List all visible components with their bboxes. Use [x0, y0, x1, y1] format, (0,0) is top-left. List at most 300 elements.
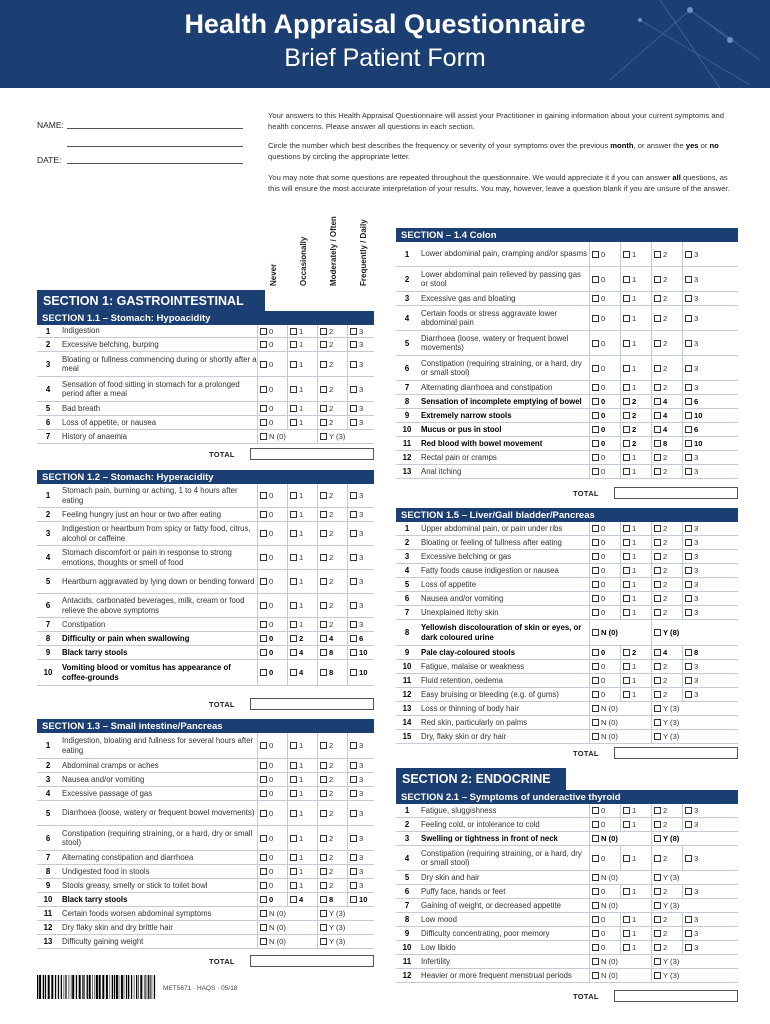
checkbox-icon[interactable]	[654, 930, 661, 937]
checkbox-icon[interactable]	[320, 621, 327, 628]
checkbox-icon[interactable]	[685, 295, 692, 302]
answer-option[interactable]	[682, 331, 713, 355]
answer-option[interactable]	[651, 688, 682, 701]
answer-option[interactable]	[620, 913, 651, 926]
answer-option[interactable]	[589, 620, 651, 645]
checkbox-icon[interactable]	[685, 276, 692, 283]
checkbox-icon[interactable]	[320, 742, 327, 749]
answer-option[interactable]	[317, 430, 377, 443]
checkbox-icon[interactable]	[654, 677, 661, 684]
checkbox-icon[interactable]	[320, 938, 327, 945]
answer-option[interactable]	[347, 402, 377, 415]
answer-option[interactable]	[620, 267, 651, 291]
checkbox-icon[interactable]	[685, 412, 692, 419]
answer-option[interactable]	[651, 356, 682, 380]
answer-option[interactable]	[651, 941, 682, 954]
checkbox-icon[interactable]	[654, 251, 661, 258]
checkbox-icon[interactable]	[654, 468, 661, 475]
answer-option[interactable]	[347, 522, 377, 545]
answer-option[interactable]	[317, 338, 347, 351]
answer-option[interactable]	[589, 955, 651, 968]
answer-option[interactable]	[651, 716, 713, 729]
checkbox-icon[interactable]	[685, 807, 692, 814]
answer-option[interactable]	[651, 564, 682, 577]
checkbox-icon[interactable]	[685, 365, 692, 372]
checkbox-icon[interactable]	[260, 776, 267, 783]
checkbox-icon[interactable]	[350, 868, 357, 875]
checkbox-icon[interactable]	[260, 405, 267, 412]
answer-option[interactable]	[317, 801, 347, 825]
checkbox-icon[interactable]	[260, 854, 267, 861]
checkbox-icon[interactable]	[654, 855, 661, 862]
answer-option[interactable]	[651, 592, 682, 605]
answer-option[interactable]	[620, 395, 651, 408]
checkbox-icon[interactable]	[654, 719, 661, 726]
answer-option[interactable]	[651, 550, 682, 563]
checkbox-icon[interactable]	[623, 855, 630, 862]
answer-option[interactable]	[682, 409, 713, 422]
answer-option[interactable]	[287, 416, 317, 429]
checkbox-icon[interactable]	[654, 567, 661, 574]
checkbox-icon[interactable]	[623, 365, 630, 372]
checkbox-icon[interactable]	[260, 882, 267, 889]
checkbox-icon[interactable]	[290, 790, 297, 797]
name-field[interactable]	[67, 128, 243, 129]
answer-option[interactable]	[287, 325, 317, 337]
answer-option[interactable]	[589, 592, 620, 605]
answer-option[interactable]	[589, 381, 620, 394]
answer-option[interactable]	[589, 242, 620, 266]
checkbox-icon[interactable]	[260, 621, 267, 628]
checkbox-icon[interactable]	[623, 398, 630, 405]
answer-option[interactable]	[589, 292, 620, 305]
answer-option[interactable]	[317, 570, 347, 593]
checkbox-icon[interactable]	[290, 742, 297, 749]
answer-option[interactable]	[651, 646, 682, 659]
answer-option[interactable]	[682, 465, 713, 478]
checkbox-icon[interactable]	[623, 663, 630, 670]
answer-option[interactable]	[347, 352, 377, 376]
checkbox-icon[interactable]	[623, 384, 630, 391]
checkbox-icon[interactable]	[623, 340, 630, 347]
checkbox-icon[interactable]	[350, 419, 357, 426]
checkbox-icon[interactable]	[592, 874, 599, 881]
answer-option[interactable]	[620, 292, 651, 305]
checkbox-icon[interactable]	[685, 581, 692, 588]
checkbox-icon[interactable]	[592, 581, 599, 588]
answer-option[interactable]	[257, 660, 287, 685]
checkbox-icon[interactable]	[350, 742, 357, 749]
answer-option[interactable]	[317, 377, 347, 401]
answer-option[interactable]	[589, 522, 620, 535]
answer-option[interactable]	[287, 893, 317, 906]
checkbox-icon[interactable]	[685, 663, 692, 670]
answer-option[interactable]	[317, 759, 347, 772]
checkbox-icon[interactable]	[290, 602, 297, 609]
answer-option[interactable]	[620, 242, 651, 266]
answer-option[interactable]	[651, 522, 682, 535]
answer-option[interactable]	[589, 871, 651, 884]
total-field[interactable]	[614, 990, 738, 1002]
answer-option[interactable]	[317, 893, 347, 906]
answer-option[interactable]	[651, 423, 682, 436]
answer-option[interactable]	[317, 660, 347, 685]
answer-option[interactable]	[347, 733, 377, 758]
checkbox-icon[interactable]	[592, 595, 599, 602]
answer-option[interactable]	[287, 570, 317, 593]
checkbox-icon[interactable]	[260, 938, 267, 945]
answer-option[interactable]	[589, 969, 651, 982]
checkbox-icon[interactable]	[592, 454, 599, 461]
checkbox-icon[interactable]	[623, 916, 630, 923]
answer-option[interactable]	[682, 242, 713, 266]
checkbox-icon[interactable]	[592, 888, 599, 895]
checkbox-icon[interactable]	[320, 649, 327, 656]
answer-option[interactable]	[682, 927, 713, 940]
checkbox-icon[interactable]	[260, 910, 267, 917]
date-field[interactable]	[67, 163, 243, 164]
answer-option[interactable]	[589, 899, 651, 912]
answer-option[interactable]	[317, 773, 347, 786]
checkbox-icon[interactable]	[623, 539, 630, 546]
answer-option[interactable]	[682, 306, 713, 330]
checkbox-icon[interactable]	[685, 567, 692, 574]
answer-option[interactable]	[589, 564, 620, 577]
checkbox-icon[interactable]	[592, 958, 599, 965]
answer-option[interactable]	[620, 437, 651, 450]
checkbox-icon[interactable]	[290, 762, 297, 769]
answer-option[interactable]	[347, 618, 377, 631]
checkbox-icon[interactable]	[685, 454, 692, 461]
checkbox-icon[interactable]	[623, 821, 630, 828]
answer-option[interactable]	[257, 826, 287, 850]
answer-option[interactable]	[682, 550, 713, 563]
checkbox-icon[interactable]	[685, 855, 692, 862]
checkbox-icon[interactable]	[260, 896, 267, 903]
checkbox-icon[interactable]	[592, 251, 599, 258]
checkbox-icon[interactable]	[290, 776, 297, 783]
checkbox-icon[interactable]	[290, 578, 297, 585]
checkbox-icon[interactable]	[350, 635, 357, 642]
answer-option[interactable]	[589, 451, 620, 464]
answer-option[interactable]	[620, 592, 651, 605]
checkbox-icon[interactable]	[592, 295, 599, 302]
answer-option[interactable]	[347, 570, 377, 593]
answer-option[interactable]	[287, 508, 317, 521]
checkbox-icon[interactable]	[320, 341, 327, 348]
checkbox-icon[interactable]	[260, 530, 267, 537]
answer-option[interactable]	[682, 267, 713, 291]
checkbox-icon[interactable]	[320, 511, 327, 518]
checkbox-icon[interactable]	[290, 835, 297, 842]
checkbox-icon[interactable]	[654, 398, 661, 405]
answer-option[interactable]	[589, 331, 620, 355]
checkbox-icon[interactable]	[260, 790, 267, 797]
answer-option[interactable]	[257, 430, 317, 443]
checkbox-icon[interactable]	[654, 315, 661, 322]
answer-option[interactable]	[651, 832, 713, 845]
answer-option[interactable]	[682, 395, 713, 408]
checkbox-icon[interactable]	[290, 882, 297, 889]
checkbox-icon[interactable]	[654, 629, 661, 636]
answer-option[interactable]	[257, 402, 287, 415]
checkbox-icon[interactable]	[592, 944, 599, 951]
checkbox-icon[interactable]	[592, 705, 599, 712]
checkbox-icon[interactable]	[592, 719, 599, 726]
checkbox-icon[interactable]	[592, 733, 599, 740]
checkbox-icon[interactable]	[260, 635, 267, 642]
answer-option[interactable]	[347, 632, 377, 645]
checkbox-icon[interactable]	[320, 762, 327, 769]
answer-option[interactable]	[589, 536, 620, 549]
answer-option[interactable]	[257, 907, 317, 920]
checkbox-icon[interactable]	[654, 295, 661, 302]
checkbox-icon[interactable]	[592, 276, 599, 283]
answer-option[interactable]	[257, 352, 287, 376]
answer-option[interactable]	[651, 395, 682, 408]
answer-option[interactable]	[651, 899, 713, 912]
answer-option[interactable]	[317, 594, 347, 617]
answer-option[interactable]	[620, 606, 651, 619]
checkbox-icon[interactable]	[685, 691, 692, 698]
checkbox-icon[interactable]	[290, 896, 297, 903]
total-field[interactable]	[250, 448, 374, 460]
answer-option[interactable]	[651, 578, 682, 591]
answer-option[interactable]	[287, 865, 317, 878]
answer-option[interactable]	[347, 759, 377, 772]
checkbox-icon[interactable]	[320, 776, 327, 783]
answer-option[interactable]	[589, 818, 620, 831]
answer-option[interactable]	[589, 578, 620, 591]
answer-option[interactable]	[347, 338, 377, 351]
checkbox-icon[interactable]	[320, 790, 327, 797]
answer-option[interactable]	[682, 646, 713, 659]
checkbox-icon[interactable]	[290, 669, 297, 676]
checkbox-icon[interactable]	[654, 958, 661, 965]
answer-option[interactable]	[651, 451, 682, 464]
checkbox-icon[interactable]	[623, 581, 630, 588]
checkbox-icon[interactable]	[290, 854, 297, 861]
answer-option[interactable]	[287, 660, 317, 685]
answer-option[interactable]	[257, 759, 287, 772]
checkbox-icon[interactable]	[654, 733, 661, 740]
checkbox-icon[interactable]	[685, 315, 692, 322]
checkbox-icon[interactable]	[654, 340, 661, 347]
checkbox-icon[interactable]	[592, 365, 599, 372]
checkbox-icon[interactable]	[623, 440, 630, 447]
answer-option[interactable]	[682, 818, 713, 831]
answer-option[interactable]	[257, 632, 287, 645]
answer-option[interactable]	[651, 292, 682, 305]
checkbox-icon[interactable]	[260, 578, 267, 585]
checkbox-icon[interactable]	[685, 525, 692, 532]
answer-option[interactable]	[682, 536, 713, 549]
checkbox-icon[interactable]	[654, 874, 661, 881]
checkbox-icon[interactable]	[260, 492, 267, 499]
checkbox-icon[interactable]	[623, 295, 630, 302]
answer-option[interactable]	[589, 674, 620, 687]
answer-option[interactable]	[682, 941, 713, 954]
answer-option[interactable]	[620, 660, 651, 673]
answer-option[interactable]	[257, 325, 287, 337]
answer-option[interactable]	[257, 865, 287, 878]
answer-option[interactable]	[257, 787, 287, 800]
answer-option[interactable]	[682, 292, 713, 305]
checkbox-icon[interactable]	[623, 649, 630, 656]
answer-option[interactable]	[257, 570, 287, 593]
checkbox-icon[interactable]	[260, 361, 267, 368]
answer-option[interactable]	[287, 851, 317, 864]
answer-option[interactable]	[589, 306, 620, 330]
checkbox-icon[interactable]	[654, 440, 661, 447]
answer-option[interactable]	[287, 632, 317, 645]
answer-option[interactable]	[589, 550, 620, 563]
checkbox-icon[interactable]	[623, 567, 630, 574]
checkbox-icon[interactable]	[350, 621, 357, 628]
checkbox-icon[interactable]	[320, 386, 327, 393]
answer-option[interactable]	[620, 927, 651, 940]
checkbox-icon[interactable]	[623, 944, 630, 951]
checkbox-icon[interactable]	[654, 691, 661, 698]
checkbox-icon[interactable]	[260, 419, 267, 426]
answer-option[interactable]	[651, 306, 682, 330]
answer-option[interactable]	[651, 331, 682, 355]
answer-option[interactable]	[589, 913, 620, 926]
checkbox-icon[interactable]	[685, 384, 692, 391]
answer-option[interactable]	[257, 416, 287, 429]
answer-option[interactable]	[651, 242, 682, 266]
total-field[interactable]	[250, 698, 374, 710]
checkbox-icon[interactable]	[290, 530, 297, 537]
checkbox-icon[interactable]	[685, 916, 692, 923]
answer-option[interactable]	[317, 826, 347, 850]
checkbox-icon[interactable]	[260, 554, 267, 561]
answer-option[interactable]	[317, 522, 347, 545]
checkbox-icon[interactable]	[592, 691, 599, 698]
checkbox-icon[interactable]	[350, 854, 357, 861]
checkbox-icon[interactable]	[350, 882, 357, 889]
answer-option[interactable]	[347, 416, 377, 429]
checkbox-icon[interactable]	[623, 315, 630, 322]
checkbox-icon[interactable]	[320, 578, 327, 585]
answer-option[interactable]	[589, 927, 620, 940]
checkbox-icon[interactable]	[260, 649, 267, 656]
checkbox-icon[interactable]	[685, 821, 692, 828]
answer-option[interactable]	[347, 377, 377, 401]
checkbox-icon[interactable]	[290, 419, 297, 426]
checkbox-icon[interactable]	[260, 386, 267, 393]
checkbox-icon[interactable]	[685, 888, 692, 895]
answer-option[interactable]	[287, 377, 317, 401]
answer-option[interactable]	[257, 733, 287, 758]
answer-option[interactable]	[257, 773, 287, 786]
answer-option[interactable]	[651, 674, 682, 687]
answer-option[interactable]	[651, 927, 682, 940]
checkbox-icon[interactable]	[654, 807, 661, 814]
answer-option[interactable]	[287, 618, 317, 631]
checkbox-icon[interactable]	[592, 972, 599, 979]
answer-option[interactable]	[682, 660, 713, 673]
answer-option[interactable]	[257, 522, 287, 545]
checkbox-icon[interactable]	[654, 902, 661, 909]
answer-option[interactable]	[620, 550, 651, 563]
answer-option[interactable]	[347, 484, 377, 507]
checkbox-icon[interactable]	[592, 677, 599, 684]
answer-option[interactable]	[347, 801, 377, 825]
answer-option[interactable]	[620, 688, 651, 701]
total-field[interactable]	[614, 487, 738, 499]
checkbox-icon[interactable]	[592, 807, 599, 814]
checkbox-icon[interactable]	[623, 677, 630, 684]
checkbox-icon[interactable]	[290, 554, 297, 561]
checkbox-icon[interactable]	[685, 251, 692, 258]
checkbox-icon[interactable]	[623, 412, 630, 419]
checkbox-icon[interactable]	[290, 341, 297, 348]
checkbox-icon[interactable]	[290, 492, 297, 499]
checkbox-icon[interactable]	[654, 412, 661, 419]
checkbox-icon[interactable]	[350, 790, 357, 797]
checkbox-icon[interactable]	[320, 328, 327, 335]
checkbox-icon[interactable]	[290, 810, 297, 817]
answer-option[interactable]	[589, 606, 620, 619]
checkbox-icon[interactable]	[592, 663, 599, 670]
checkbox-icon[interactable]	[320, 882, 327, 889]
answer-option[interactable]	[682, 381, 713, 394]
answer-option[interactable]	[589, 730, 651, 743]
answer-option[interactable]	[257, 646, 287, 659]
answer-option[interactable]	[257, 801, 287, 825]
checkbox-icon[interactable]	[350, 762, 357, 769]
checkbox-icon[interactable]	[260, 602, 267, 609]
checkbox-icon[interactable]	[654, 454, 661, 461]
checkbox-icon[interactable]	[320, 910, 327, 917]
answer-option[interactable]	[651, 969, 713, 982]
answer-option[interactable]	[620, 941, 651, 954]
checkbox-icon[interactable]	[290, 868, 297, 875]
checkbox-icon[interactable]	[685, 468, 692, 475]
answer-option[interactable]	[347, 787, 377, 800]
checkbox-icon[interactable]	[320, 419, 327, 426]
answer-option[interactable]	[682, 592, 713, 605]
answer-option[interactable]	[682, 451, 713, 464]
checkbox-icon[interactable]	[654, 426, 661, 433]
answer-option[interactable]	[257, 546, 287, 569]
answer-option[interactable]	[589, 465, 620, 478]
checkbox-icon[interactable]	[623, 454, 630, 461]
name-field-line-2[interactable]	[67, 146, 243, 147]
answer-option[interactable]	[347, 546, 377, 569]
answer-option[interactable]	[287, 879, 317, 892]
checkbox-icon[interactable]	[654, 539, 661, 546]
answer-option[interactable]	[317, 632, 347, 645]
answer-option[interactable]	[257, 508, 287, 521]
checkbox-icon[interactable]	[623, 930, 630, 937]
checkbox-icon[interactable]	[350, 554, 357, 561]
checkbox-icon[interactable]	[592, 649, 599, 656]
checkbox-icon[interactable]	[592, 315, 599, 322]
answer-option[interactable]	[317, 851, 347, 864]
answer-option[interactable]	[589, 660, 620, 673]
checkbox-icon[interactable]	[623, 276, 630, 283]
checkbox-icon[interactable]	[290, 361, 297, 368]
checkbox-icon[interactable]	[685, 553, 692, 560]
answer-option[interactable]	[257, 377, 287, 401]
answer-option[interactable]	[620, 409, 651, 422]
checkbox-icon[interactable]	[592, 412, 599, 419]
checkbox-icon[interactable]	[592, 930, 599, 937]
answer-option[interactable]	[682, 423, 713, 436]
answer-option[interactable]	[620, 381, 651, 394]
